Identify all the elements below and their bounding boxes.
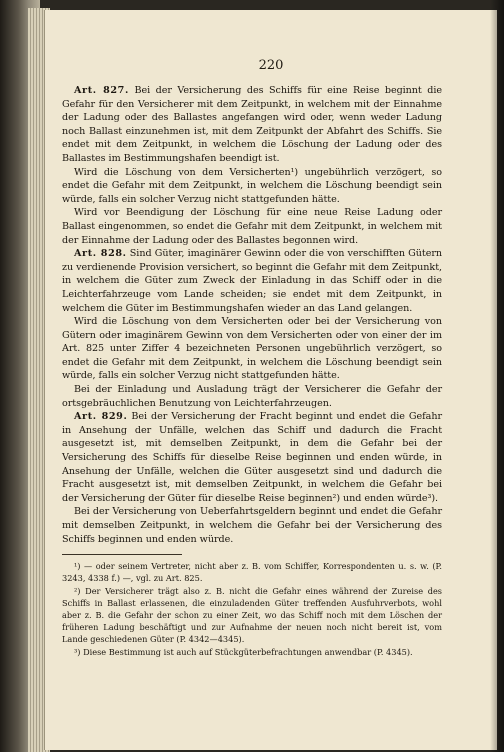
footnote-2: ²) Der Versicherer trägt also z. B. nicht die Gefahr eines während der Zureise des Schiffs in Ballast erlassenen, die einzuladenden Güter treffenden Ausfuhrverbots, wohl aber z. B. die Gefahr der schon zu einer Zeit, wo das Schiff noch mit dem Löschen der früheren Ladung beschäftigt und zur Aufnahme der neuen noch nicht bereit ist, vom Lande geschiedenen Güter (P. 4342—4345). <box>62 585 442 645</box>
article-text: Bei der Versicherung des Schiffs für eine Reise beginnt die Gefahr für den Versicherer mit dem Zeitpunkt, in welchem mit der Einnahme der Ladung oder des Ballastes angefangen wird oder, wenn weder Ladung noch Ballast einzunehmen ist, mit dem Zeitpunkt der Abfahrt des Schiffs. Sie endet mit dem Zeitpunkt, in welchem die Löschung der Ladung oder des Ballastes im Bestimmungshafen beendigt ist. <box>62 85 442 164</box>
article-827-paragraph-2: Wird die Löschung von dem Versicherten¹) ungebührlich verzögert, so endet die Gefahr mit dem Zeitpunkt, in welchem die Löschung beendigt sein würde, falls ein solcher Verzug nicht stattgefunden hätte. <box>62 166 442 205</box>
article-829-paragraph-2: Bei der Versicherung von Ueberfahrtsgeldern beginnt und endet die Gefahr mit demselben Zeitpunkt, in welchem die Gefahr bei der Versicherung des Schiffs beginnen und enden würde. <box>62 506 442 545</box>
article-label: Art. 828. <box>74 248 127 260</box>
article-label: Art. 827. <box>74 85 129 96</box>
footnote-divider <box>62 554 182 555</box>
page-number: 220 <box>258 58 284 73</box>
page-body <box>62 84 442 658</box>
article-827-paragraph <box>62 84 442 166</box>
article-text: Bei der Versicherung der Fracht beginnt und endet die Gefahr in Ansehung der Unfälle, welchen das Schiff und dadurch die Fracht ausgesetzt ist, mit demselben Zeitpunkt, in dem die Gefahr bei der Versicherung des Schiffs für dieselbe Reise beginnen und enden würde, in Ansehung der Unfälle, welchen die Güter ausgesetzt sind und dadurch die Fracht ausgesetzt ist, mit demselben Zeitpunkt, in welchem die Gefahr bei der Versicherung der Güter für dieselbe Reise beginnen²) und enden würde³). <box>62 411 443 504</box>
footnote-3: ³) Diese Bestimmung ist auch auf Stückgüterbefrachtungen anwendbar (P. 4345). <box>74 646 413 657</box>
article-829-paragraph <box>62 410 442 505</box>
article-text: Sind Güter, imaginärer Gewinn oder die von verschifften Gütern zu verdienende Provision versichert, so beginnt die Gefahr mit dem Zeitpunkt, in welchem die Güter zum Zweck der Einladung in das Schiff oder in die Leichterfahrzeuge vom Lande scheiden; sie endet mit dem Zeitpunkt, in welchem die Güter im Bestimmungshafen wieder an das Land gelangen. <box>62 248 442 314</box>
article-828-paragraph <box>62 247 442 315</box>
footnote-1: ¹) — oder seinem Vertreter, nicht aber z. B. vom Schiffer, Korrespondenten u. s. w. (P. 3243, 4338 f.) —, vgl. zu Art. 825. <box>62 561 442 584</box>
article-827-paragraph-3: Wird vor Beendigung der Löschung für eine neue Reise Ladung oder Ballast eingenommen, so endet die Gefahr mit dem Zeitpunkt, in welchem mit der Einnahme der Ladung oder des Ballastes begonnen wird. <box>62 207 442 246</box>
article-828-paragraph-2: Wird die Löschung von dem Versicherten oder bei der Versicherung von Gütern oder imaginärem Gewinn von dem Versicherten oder von einer der im Art. 825 unter Ziffer 4 bezeichneten Personen ungebührlich verzögert, so endet die Gefahr mit dem Zeitpunkt, in welchem die Löschung beendigt sein würde, falls ein solcher Verzug nicht stattgefunden hätte. <box>62 316 442 382</box>
right-edge-shadow <box>490 0 504 752</box>
article-828-paragraph-3: Bei der Einladung und Ausladung trägt der Versicherer die Gefahr der ortsgebräuchlichen Benutzung von Leichterfahrzeugen. <box>62 384 442 409</box>
article-label: Art. 829. <box>74 411 128 423</box>
